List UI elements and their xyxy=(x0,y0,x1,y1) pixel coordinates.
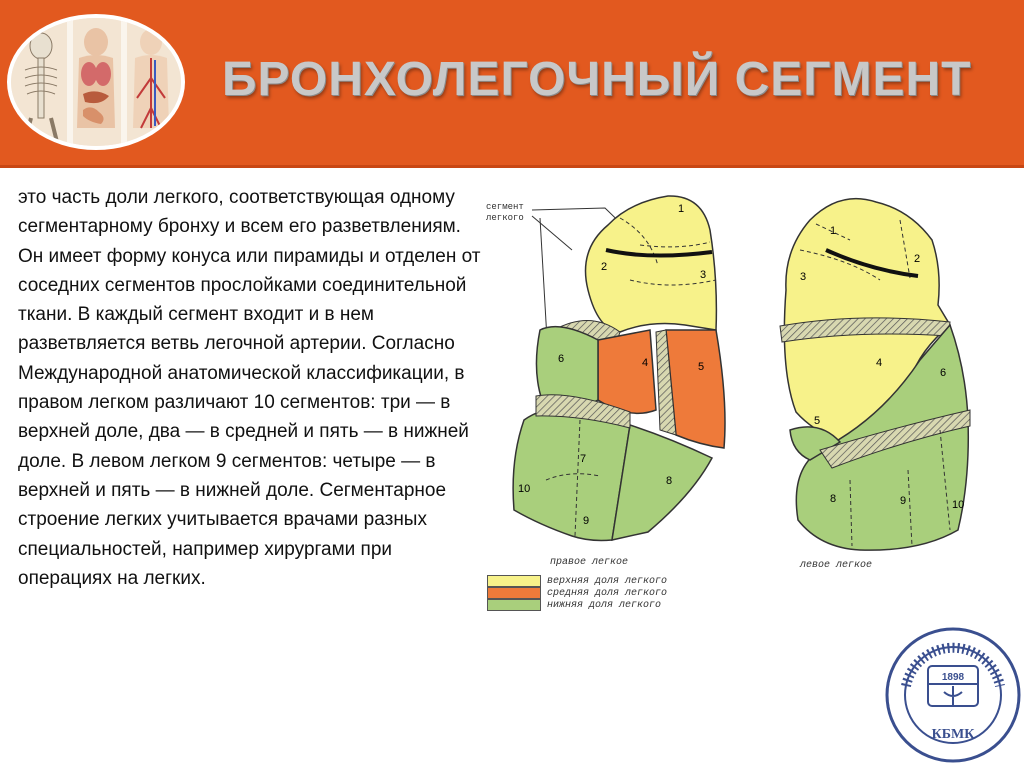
segment-label: 4 xyxy=(876,357,883,369)
segment-label: 9 xyxy=(900,495,907,507)
segment-label: 3 xyxy=(800,271,807,283)
legend-label: верхняя доля легкого xyxy=(547,575,668,587)
segment-label: 4 xyxy=(642,357,649,369)
legend-item-lower xyxy=(487,599,667,611)
segment-label: 1 xyxy=(678,203,685,215)
legend-swatch xyxy=(487,575,541,587)
segment-label: 1 xyxy=(830,225,837,237)
segment-label: 6 xyxy=(558,353,565,365)
callout-label-2: легкого xyxy=(486,213,524,223)
legend-swatch xyxy=(487,587,541,599)
legend-label: средняя доля легкого xyxy=(547,587,668,599)
legend-item-upper xyxy=(487,575,667,587)
segment-label: 2 xyxy=(914,253,921,265)
callout-label: сегмент xyxy=(486,202,524,212)
segment-label: 7 xyxy=(580,453,587,465)
segment-label: 10 xyxy=(518,483,531,495)
legend-swatch xyxy=(487,599,541,611)
segment-label: 3 xyxy=(700,269,707,281)
page-title: БРОНХОЛЕГОЧНЫЙ СЕГМЕНТ xyxy=(222,53,972,106)
segment-label: 8 xyxy=(666,475,673,487)
segment-label: 10 xyxy=(952,499,965,511)
body-paragraph: это часть доли легкого, соответствующая одному сегментарному бронху и всем его разветвлениям. Он имеет форму конуса или пирамиды и отделен от соседних сегментов прослойками соединительной ткани. В каждый сегмент входит и в нем разветвляется ветвь легочной артерии. Согласно Международной анатомической классификации, в правом легком различают 10 сегментов: три — в верхней доле, два — в средней и пять — в нижней доле. В левом легком 9 сегментов: четыре — в верхней и пять — в нижней доле. Сегментарное строение легких учитывается врачами разных специальностей, например хирургами при операциях на легких. xyxy=(18,187,481,589)
segment-label: 9 xyxy=(583,515,590,527)
left-lung xyxy=(780,199,970,551)
lung-segments-diagram xyxy=(480,180,1024,610)
segment-label: 5 xyxy=(814,415,821,427)
segment-label: 2 xyxy=(601,261,608,273)
legend xyxy=(487,575,667,611)
right-lung-caption: правое легкое xyxy=(550,557,629,568)
seal-year: 1898 xyxy=(941,672,965,683)
college-emblem-icon xyxy=(884,626,1022,764)
segment-label: 8 xyxy=(830,493,837,505)
segment-label: 5 xyxy=(698,361,705,373)
right-lung xyxy=(513,196,725,541)
legend-label: нижняя доля легкого xyxy=(547,599,662,611)
left-lung-caption: левое легкое xyxy=(800,560,873,571)
legend-item-middle xyxy=(487,587,667,599)
segment-label: 6 xyxy=(940,367,947,379)
anatomy-figures-icon xyxy=(7,14,185,150)
seal-abbr: КБМК xyxy=(931,727,975,742)
header-bar xyxy=(0,0,1024,168)
